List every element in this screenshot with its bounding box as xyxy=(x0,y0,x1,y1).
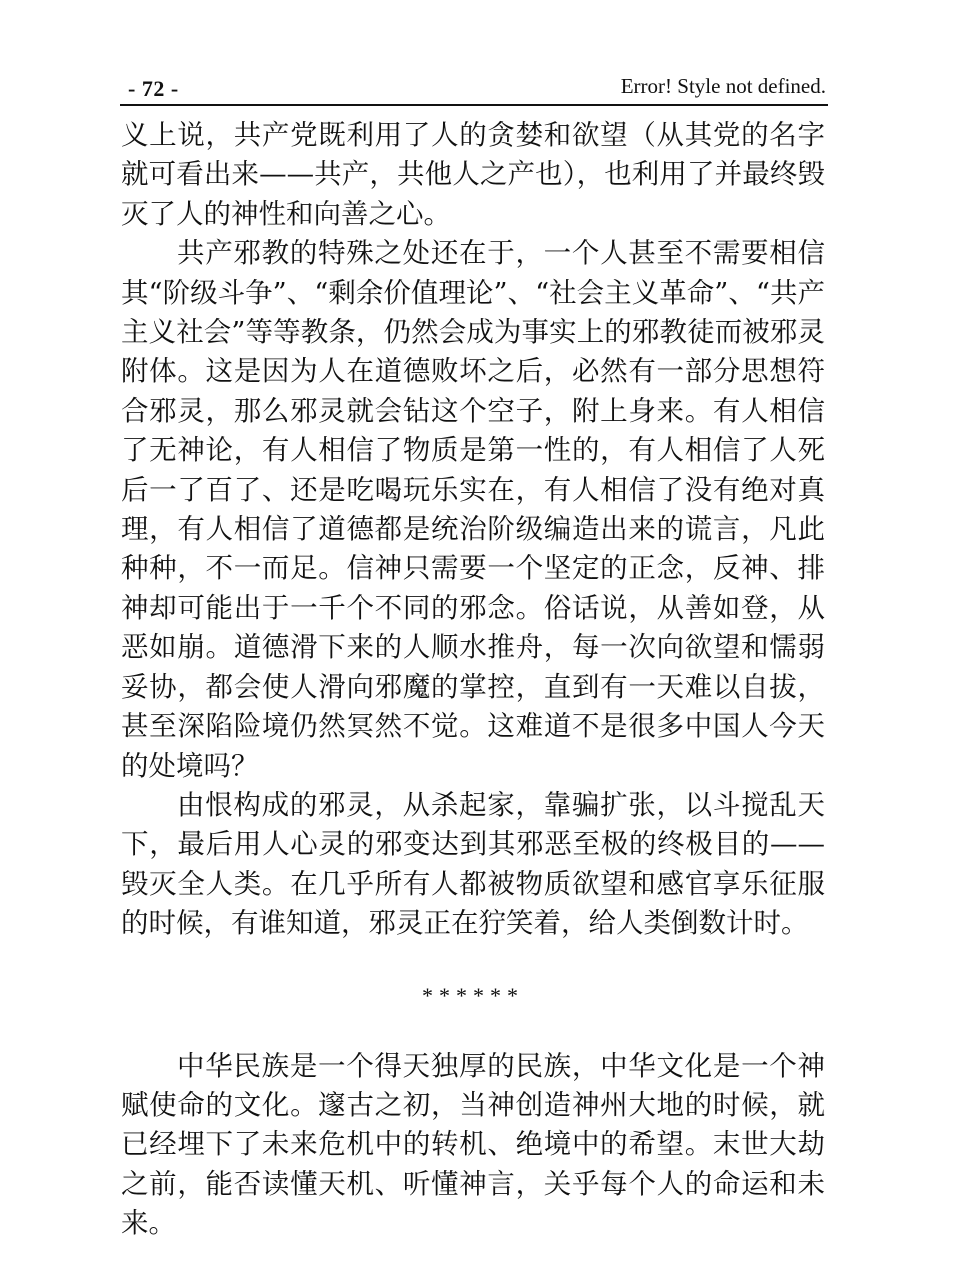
page-number: - 72 - xyxy=(128,76,179,101)
paragraph: 由恨构成的邪灵，从杀起家，靠骗扩张，以斗搅乱天下，最后用人心灵的邪变达到其邪恶至极的终极目的——毁灭全人类。在几乎所有人都被物质欲望和感官享乐征服的时候，有谁知道，邪灵正在狞笑着，给人类倒数计时。 xyxy=(121,788,825,940)
paragraph: 义上说，共产党既利用了人的贪婪和欲望（从其党的名字就可看出来——共产，共他人之产也），也利用了并最终毁灭了人的神性和向善之心。 xyxy=(121,119,825,230)
paragraph: 中华民族是一个得天独厚的民族，中华文化是一个神赋使命的文化。邃古之初，当神创造神州大地的时候，就已经埋下了未来危机中的转机、绝境中的希望。末世大劫之前，能否读懂天机、听懂神言，关乎每个人的命运和未来。 xyxy=(121,1049,825,1240)
running-header: Error! Style not defined. xyxy=(620,74,826,98)
header-rule xyxy=(120,104,828,106)
body-text xyxy=(121,116,825,1244)
paragraph: 共产邪教的特殊之处还在于，一个人甚至不需要相信其“阶级斗争”、“剩余价值理论”、“社会主义革命”、“共产主义社会”等等教条，仍然会成为事实上的邪教徒而被邪灵附体。这是因为人在道德败坏之后，必然有一部分思想符合邪灵，那么邪灵就会钻这个空子，附上身来。有人相信了无神论，有人相信了物质是第一性的，有人相信了人死后一了百了、还是吃喝玩乐实在，有人相信了没有绝对真理，有人相信了道德都是统治阶级编造出来的谎言，凡此种种，不一而足。信神只需要一个坚定的正念，反神、排神却可能出于一千个不同的邪念。俗话说，从善如登，从恶如崩。道德滑下来的人顺水推舟，每一次向欲望和懦弱妥协，都会使人滑向邪魔的掌控，直到有一天难以自拔，甚至深陷险境仍然冥然不觉。这难道不是很多中国人今天的处境吗？ xyxy=(121,237,825,782)
section-separator: ****** xyxy=(422,982,524,1008)
